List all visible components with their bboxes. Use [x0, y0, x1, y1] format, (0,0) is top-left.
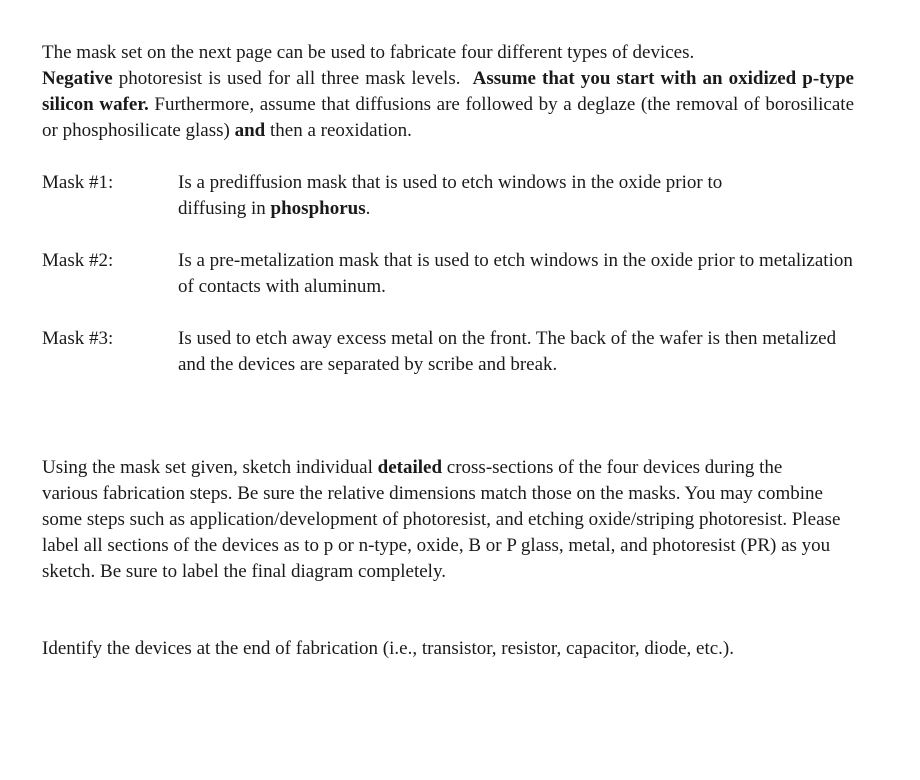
mask-1-description [178, 170, 854, 222]
mask-1-desc-b: . [365, 198, 371, 219]
instructions-text-b: cross-sections of the four devices during the various fabrication steps. Be sure the relative dimensions match those on the masks. You may combine some steps such as application/development of photoresist, and etching oxide/striping photoresist. Please label all sections of the devices as to p or n-type, oxide, B or P glass, metal, and photoresist (PR) as you sketch. Be sure to label the final diagram completely. [42, 457, 841, 582]
mask-1-phosphorus-bold: phosphorus [270, 198, 366, 219]
intro-sentence-4-end: then a reoxidation. [265, 120, 412, 141]
instructions-paragraph [42, 455, 842, 585]
mask-1-label: Mask #1: [42, 172, 114, 193]
instructions-detailed-bold: detailed [377, 457, 443, 478]
mask-3-label: Mask #3: [42, 328, 114, 349]
instructions-text-a: Using the mask set given, sketch individual [42, 457, 378, 478]
intro-assume-bold: Assume that you start with an oxidized p-type silicon wafer. [42, 68, 854, 115]
mask-3-description: Is used to etch away excess metal on the front. The back of the wafer is then metalized and the devices are separated by scribe and break. [178, 328, 837, 375]
intro-sentence-4: Furthermore, assume that diffusions are followed by a deglaze (the removal of borosilicate or phosphosilicate glass) [42, 94, 855, 141]
intro-negative-bold: Negative [42, 68, 113, 89]
mask-2-row [42, 248, 854, 300]
intro-paragraph [42, 40, 854, 144]
intro-and-bold: and [234, 120, 266, 141]
mask-2-label: Mask #2: [42, 250, 114, 271]
intro-sentence-1: The mask set on the next page can be used to fabricate four different types of devices. [42, 42, 695, 63]
mask-1-row [42, 170, 854, 222]
mask-3-row [42, 326, 854, 378]
mask-1-desc-a: Is a prediffusion mask that is used to etch windows in the oxide prior to diffusing in [178, 172, 723, 219]
identify-paragraph: Identify the devices at the end of fabrication (i.e., transistor, resistor, capacitor, diode, etc.). [42, 638, 735, 659]
intro-sentence-2: photoresist is used for all three mask levels. [112, 68, 461, 89]
mask-2-description: Is a pre-metalization mask that is used to etch windows in the oxide prior to metalization of contacts with aluminum. [178, 250, 853, 297]
